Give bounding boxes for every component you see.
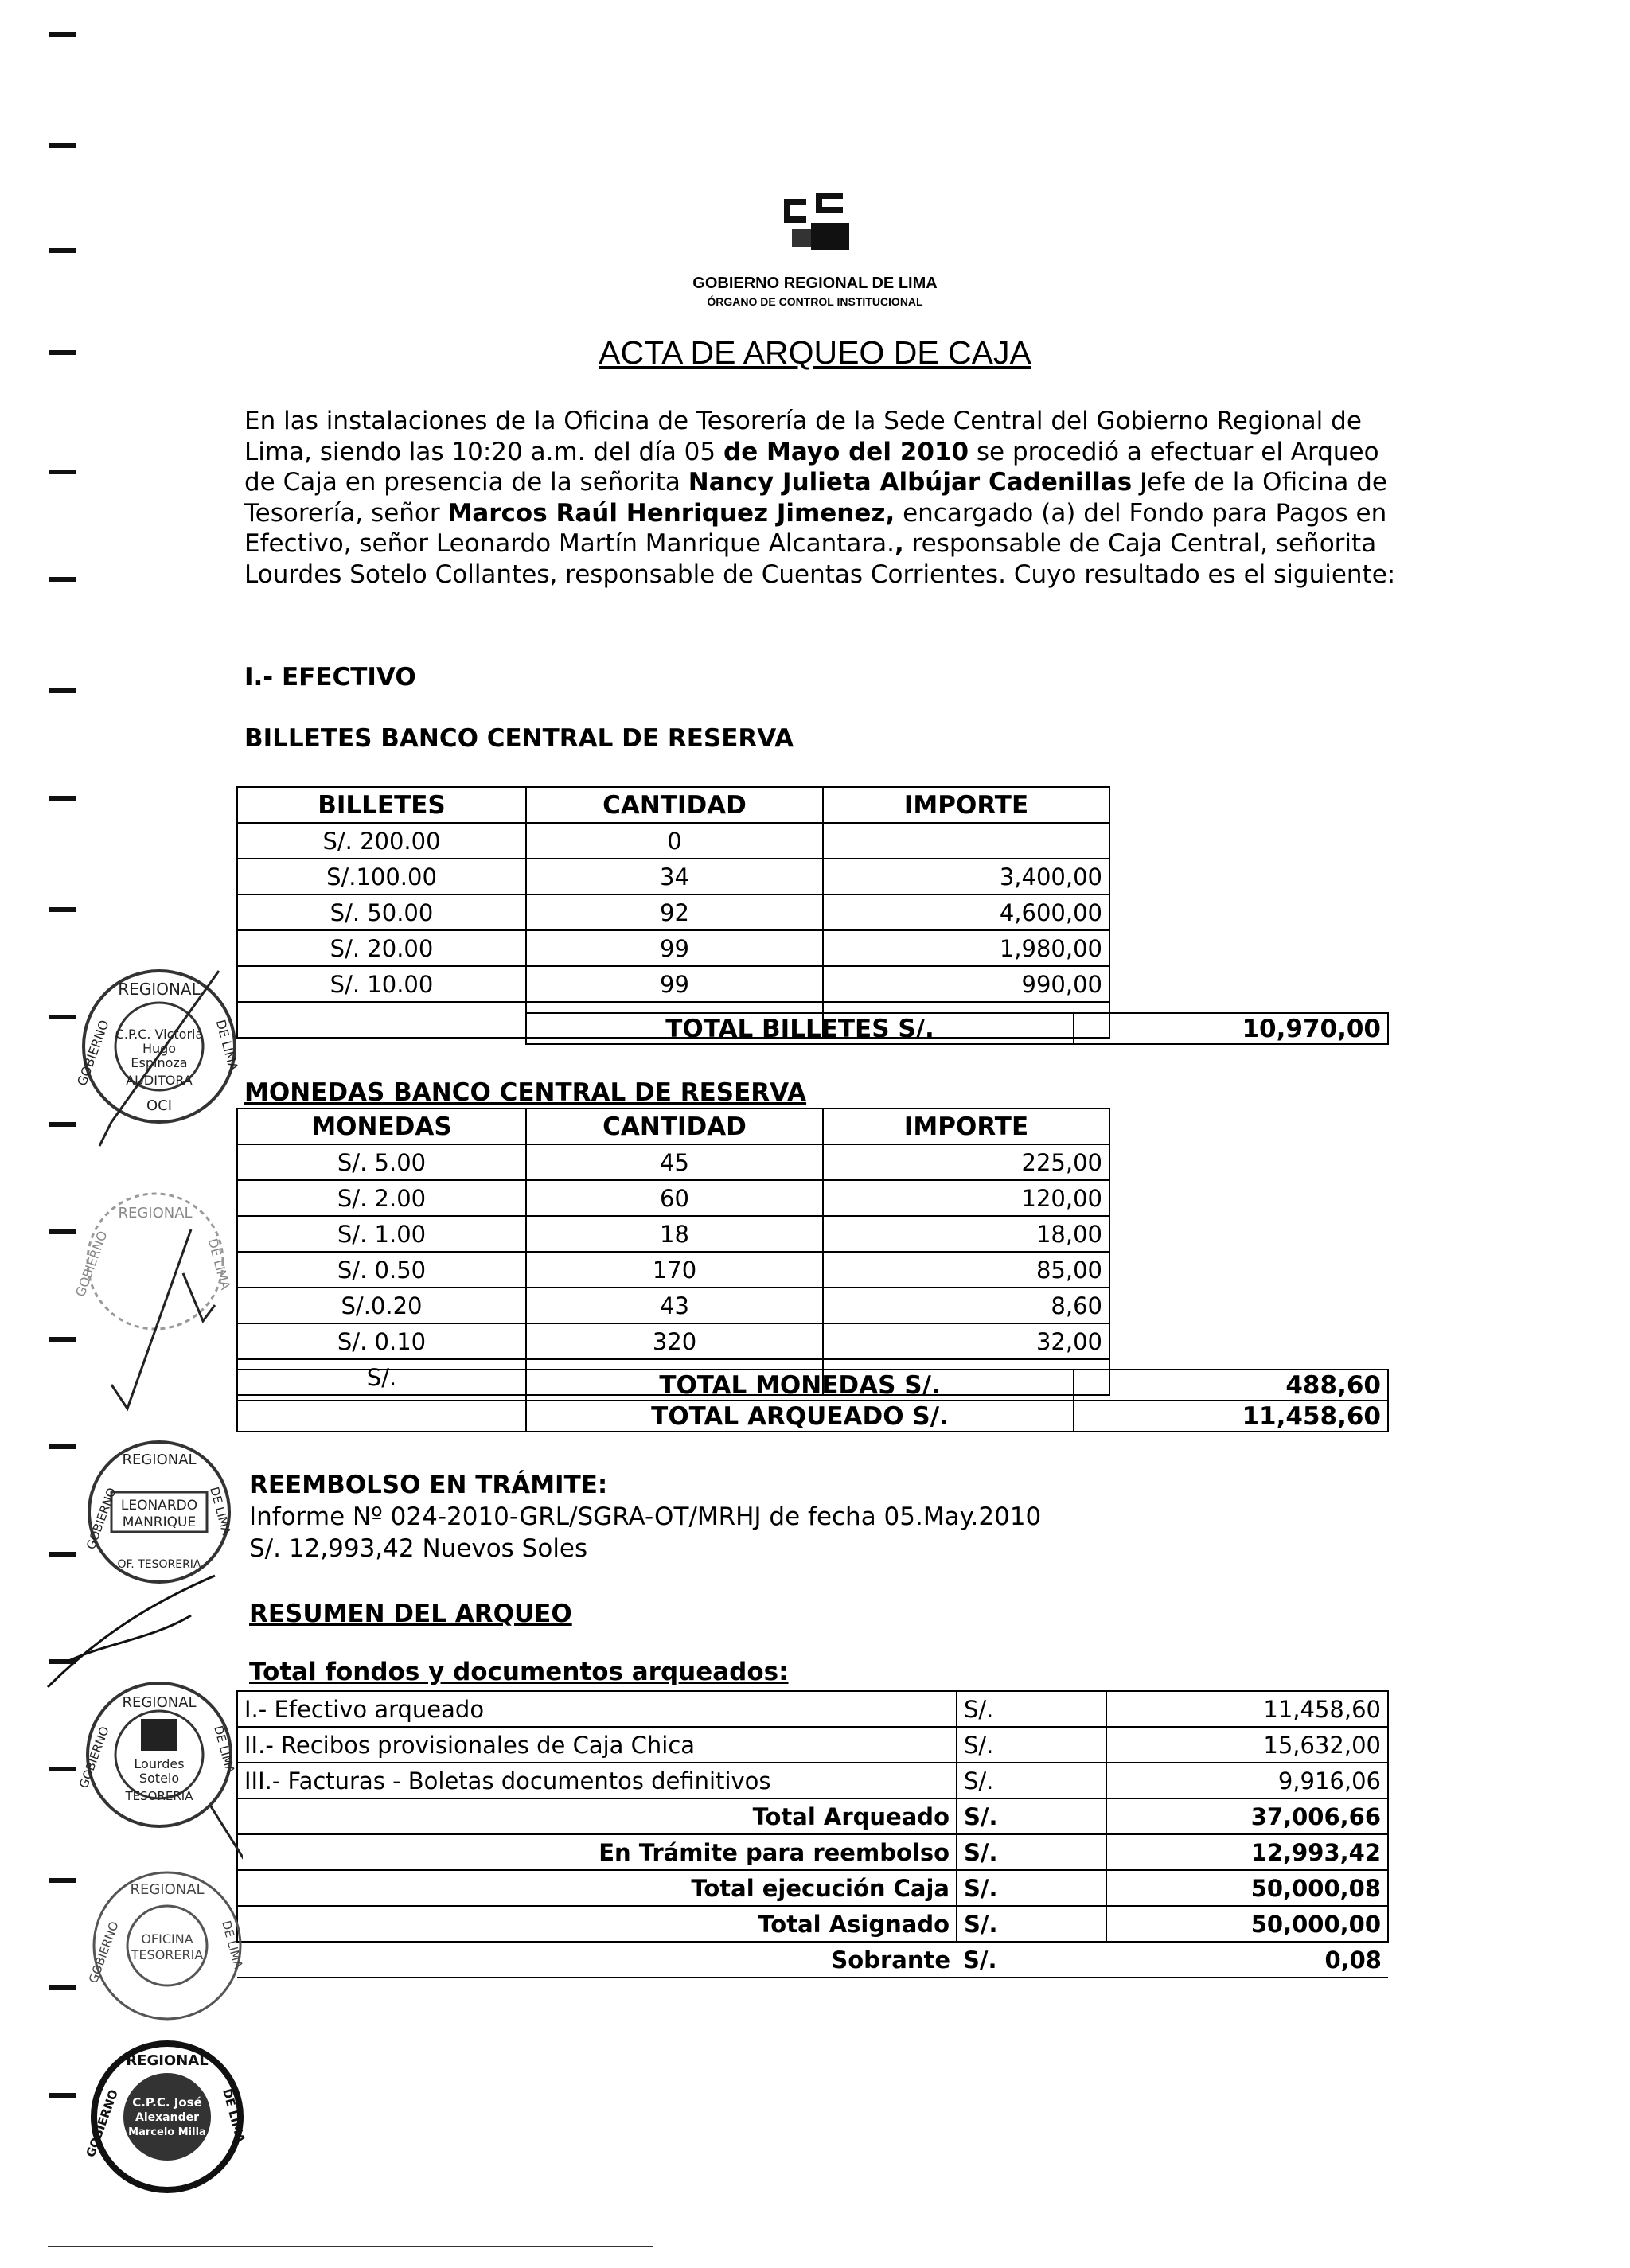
- svg-text:DE LIMA: DE LIMA: [213, 1018, 242, 1073]
- svg-text:AUDITORA: AUDITORA: [126, 1073, 193, 1088]
- svg-text:REGIONAL: REGIONAL: [130, 1881, 205, 1898]
- government-logo-icon: [776, 191, 864, 255]
- col-header: CANTIDAD: [526, 787, 823, 823]
- org-subname: ÓRGANO DE CONTROL INSTITUCIONAL: [707, 295, 923, 308]
- svg-text:C.P.C. Victoria: C.P.C. Victoria: [115, 1027, 204, 1042]
- table-row: S/. 2.00 60 120,00: [237, 1180, 1109, 1216]
- svg-text:GOBIERNO: GOBIERNO: [84, 2087, 122, 2160]
- svg-text:Lourdes: Lourdes: [134, 1756, 185, 1771]
- table-row: S/. 5.00 45 225,00: [237, 1144, 1109, 1180]
- svg-text:REGIONAL: REGIONAL: [122, 1452, 197, 1468]
- total-billetes-label: TOTAL BILLETES S/.: [526, 1013, 1074, 1044]
- table-row: S/. 50.00 92 4,600,00: [237, 894, 1109, 930]
- table-row: S/. 0.50 170 85,00: [237, 1252, 1109, 1288]
- svg-text:OF. TESORERIA: OF. TESORERIA: [117, 1558, 201, 1571]
- svg-text:REGIONAL: REGIONAL: [118, 1205, 193, 1222]
- margin-mark: [49, 248, 76, 253]
- col-header: BILLETES: [237, 787, 526, 823]
- resumen-table: [236, 1690, 1389, 1978]
- bottom-rule: [48, 2246, 653, 2247]
- svg-text:DE LIMA: DE LIMA: [220, 2087, 248, 2145]
- table-row: S/. 0.10 320 32,00: [237, 1323, 1109, 1359]
- resumen-heading: RESUMEN DEL ARQUEO: [249, 1600, 572, 1628]
- monedas-total: [236, 1369, 1389, 1432]
- margin-mark: [49, 1985, 76, 1990]
- cpc-jose-seal-icon: [84, 2033, 251, 2200]
- total-billetes-value: 10,970,00: [1074, 1013, 1388, 1044]
- org-name: GOBIERNO REGIONAL DE LIMA: [692, 275, 938, 292]
- svg-text:OCI: OCI: [146, 1097, 173, 1114]
- svg-text:OFICINA: OFICINA: [141, 1931, 193, 1947]
- margin-mark: [49, 688, 76, 693]
- margin-mark: [49, 907, 76, 912]
- table-row: S/. 20.00 99 1,980,00: [237, 930, 1109, 966]
- margin-mark: [49, 143, 76, 148]
- svg-text:GOBIERNO: GOBIERNO: [72, 1229, 111, 1300]
- total-arqueado-value: 11,458,60: [1074, 1401, 1388, 1432]
- svg-text:REGIONAL: REGIONAL: [118, 980, 201, 999]
- svg-text:REGIONAL: REGIONAL: [122, 1694, 197, 1711]
- margin-mark: [49, 796, 76, 801]
- table-row: Sobrante S/. 0,08: [237, 1942, 1388, 1978]
- resumen-subheading: Total fondos y documentos arqueados:: [249, 1658, 789, 1686]
- margin-mark: [49, 577, 76, 582]
- table-row: S/. 10.00 99 990,00: [237, 966, 1109, 1002]
- lourdes-sotelo-seal-icon: [68, 1671, 243, 1878]
- table-row: En Trámite para reembolso S/. 12,993,42: [237, 1834, 1388, 1870]
- total-monedas-value: 488,60: [1074, 1370, 1388, 1401]
- margin-mark: [49, 470, 76, 474]
- table-row: S/.0.20 43 8,60: [237, 1288, 1109, 1323]
- svg-text:C.P.C. José: C.P.C. José: [132, 2095, 202, 2110]
- col-header: IMPORTE: [823, 787, 1109, 823]
- margin-mark: [49, 1444, 76, 1449]
- reembolso-amount: S/. 12,993,42 Nuevos Soles: [249, 1534, 588, 1563]
- svg-text:TESORERIA: TESORERIA: [125, 1789, 193, 1803]
- svg-text:Espinoza: Espinoza: [131, 1055, 188, 1070]
- total-monedas-label: TOTAL MONEDAS S/.: [526, 1370, 1074, 1401]
- svg-text:REGIONAL: REGIONAL: [126, 2052, 209, 2069]
- table-row: S/. 1.00 18 18,00: [237, 1216, 1109, 1252]
- col-header: CANTIDAD: [526, 1109, 823, 1144]
- table-row: Total Asignado S/. 50,000,00: [237, 1906, 1388, 1942]
- billetes-heading: BILLETES BANCO CENTRAL DE RESERVA: [244, 724, 794, 753]
- svg-text:Alexander: Alexander: [135, 2111, 199, 2124]
- svg-text:DE LIMA: DE LIMA: [211, 1724, 238, 1775]
- table-row: Total ejecución Caja S/. 50,000,08: [237, 1870, 1388, 1906]
- table-row: S/.100.00 34 3,400,00: [237, 859, 1109, 894]
- svg-text:Marcelo Milla: Marcelo Milla: [128, 2126, 206, 2138]
- oficina-tesoreria-seal-icon: [84, 1862, 251, 2029]
- svg-text:TESORERIA: TESORERIA: [131, 1947, 204, 1962]
- table-row: II.- Recibos provisionales de Caja Chica S/. 15,632,00: [237, 1727, 1388, 1763]
- monedas-table: [236, 1108, 1110, 1396]
- regional-seal-faded-icon: [64, 1186, 239, 1424]
- svg-text:DE LIMA: DE LIMA: [205, 1237, 234, 1292]
- table-row: S/. 200.00 0: [237, 823, 1109, 859]
- col-header: IMPORTE: [823, 1109, 1109, 1144]
- col-header: MONEDAS: [237, 1109, 526, 1144]
- page-title: ACTA DE ARQUEO DE CAJA: [599, 334, 1031, 371]
- margin-mark: [49, 1878, 76, 1883]
- billetes-table: [236, 786, 1110, 1039]
- svg-text:LEONARDO: LEONARDO: [120, 1498, 198, 1514]
- intro-paragraph: En las instalaciones de la Oficina de Tesorería de la Sede Central del Gobierno Regional de Lima, siendo las 10:20 a.m. del día 05 de Mayo del 2010 se procedió a efectuar el Arqueo de Caja en presencia de la señorita Nancy Julieta Albújar Cadenillas Jefe de la Oficina de Tesorería, señor Marcos Raúl Henriquez Jimenez, encargado (a) del Fondo para Pagos en Efectivo, señor Leonardo Martín Manrique Alcantara., responsable de Caja Central, señorita Lourdes Sotelo Collantes, responsable de Cuentas Corrientes. Cuyo resultado es el siguiente:: [244, 407, 1396, 589]
- margin-mark: [49, 32, 76, 37]
- reembolso-heading: REEMBOLSO EN TRÁMITE:: [249, 1471, 608, 1499]
- table-row: III.- Facturas - Boletas documentos definitivos S/. 9,916,06: [237, 1763, 1388, 1798]
- svg-text:Sotelo: Sotelo: [138, 1771, 180, 1786]
- total-arqueado-label: TOTAL ARQUEADO S/.: [526, 1401, 1074, 1432]
- svg-text:GOBIERNO: GOBIERNO: [83, 1486, 119, 1552]
- reembolso-informe: Informe Nº 024-2010-GRL/SGRA-OT/MRHJ de fecha 05.May.2010: [249, 1502, 1042, 1531]
- billetes-total: [525, 1012, 1389, 1045]
- margin-mark: [49, 1552, 76, 1557]
- section-efectivo: I.- EFECTIVO: [244, 663, 416, 692]
- svg-text:MANRIQUE: MANRIQUE: [122, 1514, 197, 1530]
- table-row: I.- Efectivo arqueado S/. 11,458,60: [237, 1691, 1388, 1727]
- svg-text:Hugo: Hugo: [142, 1041, 177, 1056]
- auditora-seal-icon: [64, 951, 247, 1150]
- table-row: Total Arqueado S/. 37,006,66: [237, 1798, 1388, 1834]
- margin-mark: [49, 2093, 76, 2098]
- svg-text:GOBIERNO: GOBIERNO: [74, 1018, 112, 1089]
- table-row: S/.: [237, 1359, 1109, 1395]
- monedas-heading: MONEDAS BANCO CENTRAL DE RESERVA: [244, 1078, 807, 1107]
- svg-text:GOBIERNO: GOBIERNO: [85, 1919, 122, 1985]
- svg-text:GOBIERNO: GOBIERNO: [76, 1724, 112, 1791]
- svg-text:DE LIMA: DE LIMA: [207, 1485, 234, 1537]
- svg-text:DE LIMA: DE LIMA: [219, 1919, 246, 1970]
